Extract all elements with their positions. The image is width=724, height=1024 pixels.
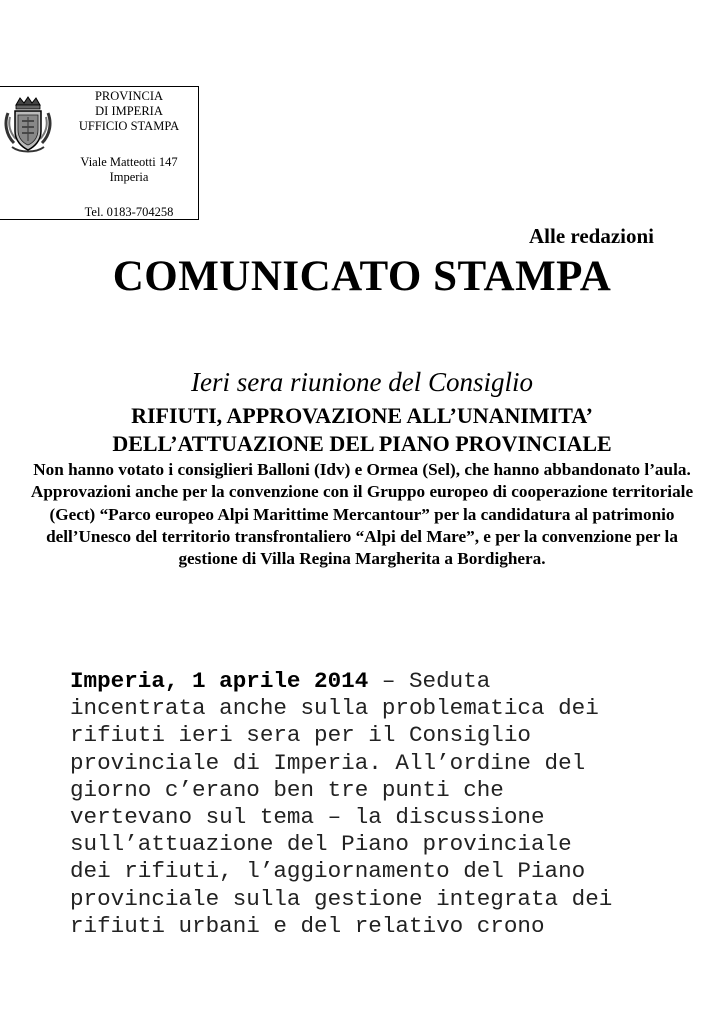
body-line: provinciale di Imperia. All’ordine del [70, 749, 586, 776]
phone-line: Tel. 0183-704258 [84, 205, 174, 219]
document-subtitle: Ieri sera riunione del Consiglio [191, 367, 533, 397]
headline [0, 402, 724, 458]
office-phone [59, 205, 199, 220]
body-line: rifiuti urbani e del relativo crono [70, 912, 545, 939]
letterhead-box [0, 86, 199, 220]
office-line: UFFICIO STAMPA [78, 119, 180, 133]
office-line: PROVINCIA [94, 89, 164, 103]
address-line: Imperia [109, 170, 149, 184]
body-paragraph [70, 668, 690, 940]
body-line: giorno c’erano ben tre punti che [70, 776, 504, 803]
dateline: Imperia, 1 aprile 2014 [70, 668, 369, 694]
office-line: DI IMPERIA [95, 104, 163, 118]
headline-line: DELL’ATTUAZIONE DEL PIANO PROVINCIALE [112, 431, 612, 456]
body-line: provinciale sulla gestione integrata dei [70, 885, 613, 912]
body-line: incentrata anche sulla problematica dei [70, 695, 599, 722]
body-first-line [70, 668, 690, 695]
recipients-line: Alle redazioni [528, 224, 654, 248]
coat-of-arms-icon [4, 95, 52, 155]
body-line: sull’attuazione del Piano provinciale [70, 831, 572, 858]
office-name [59, 89, 199, 134]
body-line: rifiuti ieri sera per il Consiglio [70, 722, 531, 749]
office-address [59, 155, 199, 185]
address-line: Viale Matteotti 147 [80, 155, 178, 169]
body-line: vertevano sul tema – la discussione [70, 804, 545, 831]
document-title: COMUNICATO STAMPA [112, 253, 612, 300]
headline-line: RIFIUTI, APPROVAZIONE ALL’UNANIMITA’ [131, 403, 593, 428]
body-first-line-rest: – Seduta [368, 668, 491, 694]
body-line: dei rifiuti, l’aggiornamento del Piano [70, 858, 586, 885]
summary-paragraph: Non hanno votato i consiglieri Balloni (Idv) e Ormea (Sel), che hanno abbandonato l’aula. Approvazioni anche per la convenzione con il Gruppo europeo di cooperazione territoriale (Gect) “Parco europeo Alpi Marittime Mercantour” per la candidatura al patrimonio dell’Unesco del territorio transfrontaliero “Alpi del Mare”, e per la convenzione per la gestione di Villa Regina Margherita a Bordighera. [30, 460, 694, 569]
